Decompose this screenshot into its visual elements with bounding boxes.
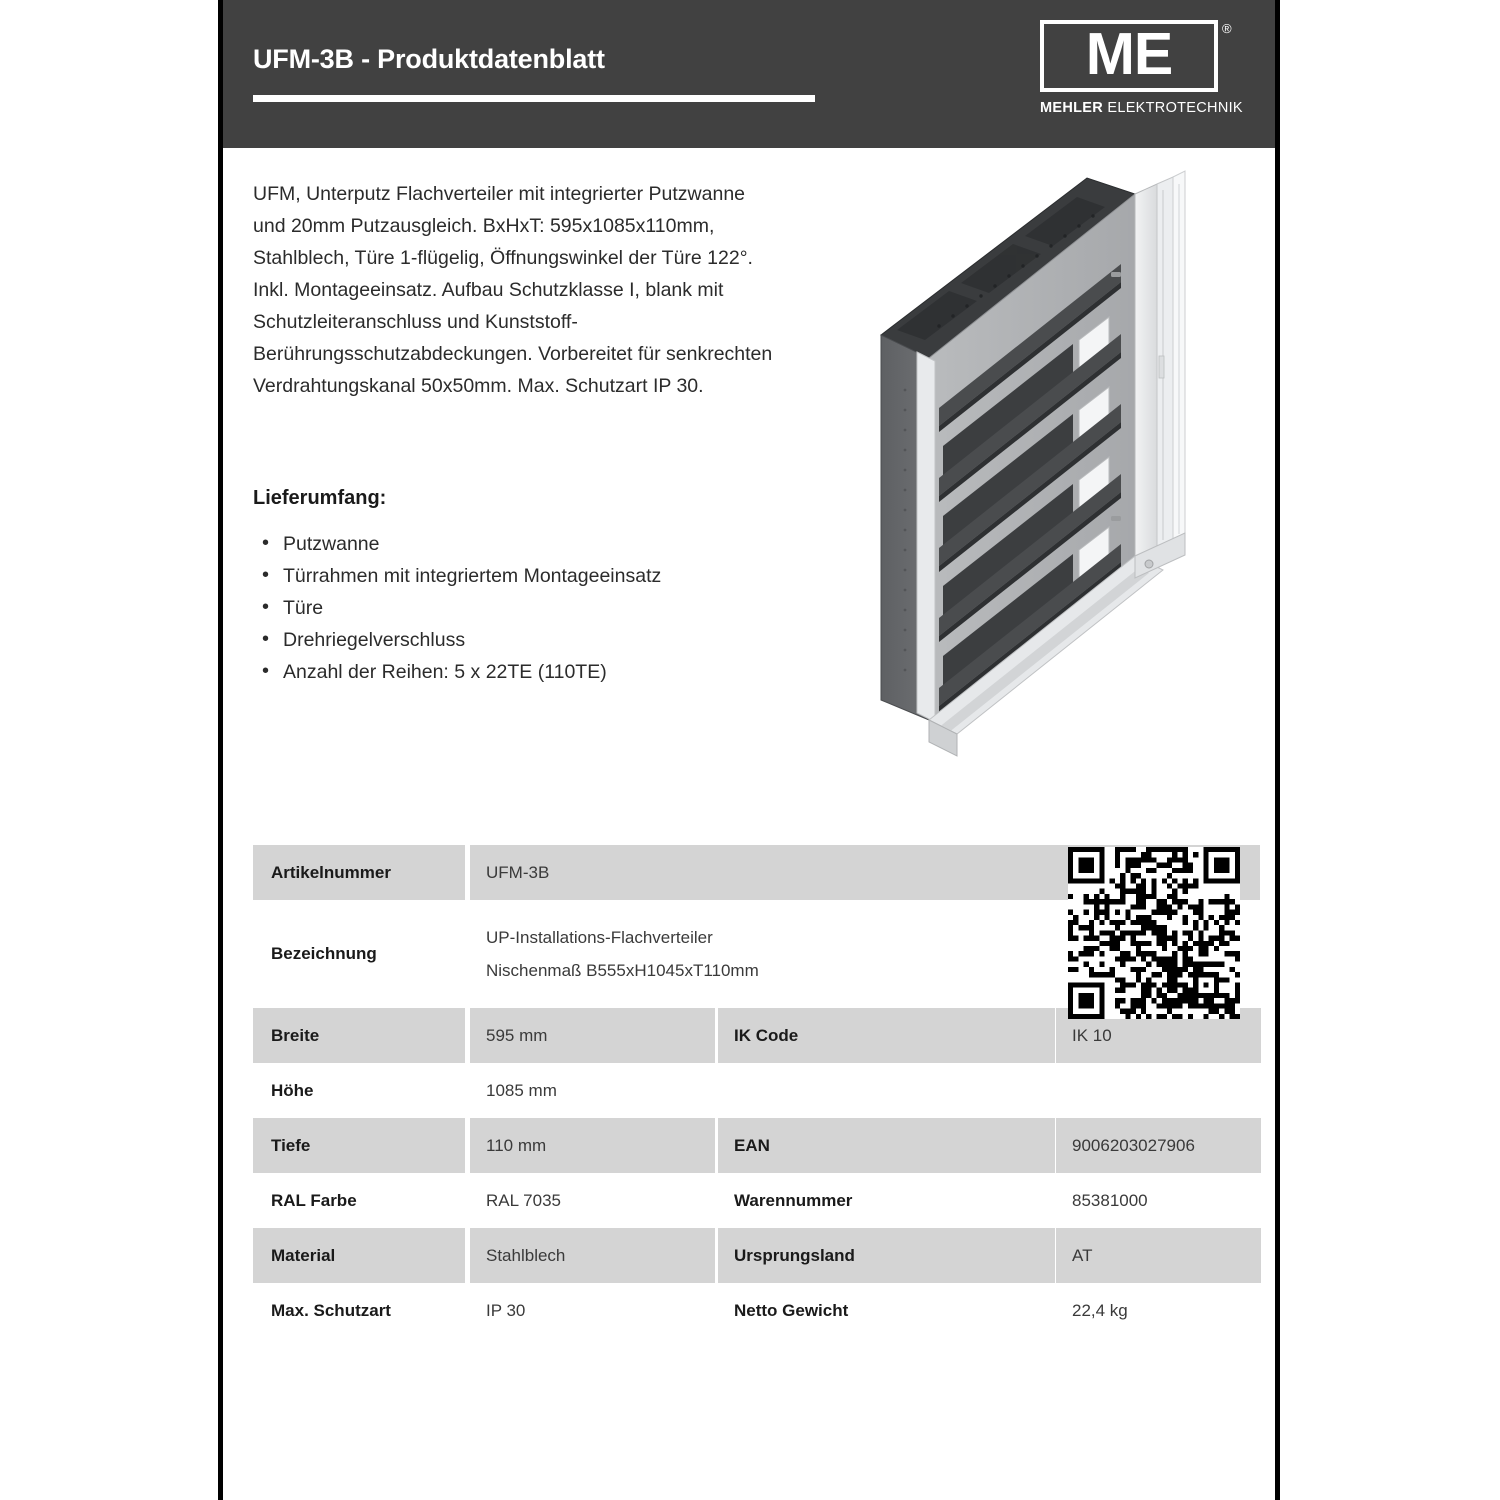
table-cell-value-secondary: 85381000 bbox=[1072, 1190, 1148, 1210]
table-cell-label: Bezeichnung bbox=[271, 944, 377, 963]
logo-brand-name: MEHLER bbox=[1040, 100, 1104, 116]
table-cell-value-secondary: 9006203027906 bbox=[1056, 1118, 1261, 1173]
scope-of-delivery-title: Lieferumfang: bbox=[253, 487, 387, 509]
table-cell-label: Tiefe bbox=[253, 1118, 465, 1173]
table-cell-label: Höhe bbox=[271, 1080, 314, 1100]
company-logo bbox=[1032, 20, 1243, 125]
table-cell-label: Material bbox=[253, 1228, 465, 1283]
logo-brand-sub: ELEKTROTECHNIK bbox=[1103, 100, 1243, 116]
registered-trademark-icon: ® bbox=[1222, 21, 1232, 36]
table-cell-label: Max. Schutzart bbox=[271, 1300, 391, 1320]
list-item: • Türrahmen mit integriertem Montageeinsatz bbox=[253, 560, 773, 592]
table-cell-label-secondary: Netto Gewicht bbox=[734, 1300, 849, 1320]
list-item: • Putzwanne bbox=[253, 528, 773, 560]
table-cell-value: IP 30 bbox=[486, 1300, 526, 1320]
table-cell-label-secondary: IK Code bbox=[718, 1008, 1055, 1063]
table-cell-value-secondary: 22,4 kg bbox=[1072, 1300, 1128, 1320]
page-header bbox=[223, 0, 1275, 148]
logo-letters: ME bbox=[1085, 21, 1173, 87]
table-cell-label-secondary: Warennummer bbox=[734, 1190, 853, 1210]
table-cell-label: Breite bbox=[253, 1008, 465, 1063]
table-row bbox=[253, 1173, 1261, 1228]
table-cell-value: RAL 7035 bbox=[486, 1190, 561, 1210]
scope-of-delivery-list bbox=[253, 528, 773, 688]
table-cell-value-secondary: IK 10 bbox=[1056, 1008, 1261, 1063]
qr-code bbox=[1068, 847, 1240, 1019]
table-cell-value-secondary: AT bbox=[1056, 1228, 1261, 1283]
table-cell-label: RAL Farbe bbox=[271, 1190, 357, 1210]
product-description: UFM, Unterputz Flachverteiler mit integrierter Putzwanne und 20mm Putzausgleich. BxHxT: 595x1085x110mm, Stahlblech, Türe 1-flügelig, Öffnungswinkel der Türe 122°. Inkl. Montageeinsatz. Aufbau Schutzklasse I, blank mit Schutzleiteranschluss und Kunststoff-Berührungsschutzabdeckungen. Vorbereitet für senkrechten Verdrahtungskanal 50x50mm. Max. Schutzart IP 30. bbox=[253, 183, 773, 397]
table-cell-value: 110 mm bbox=[470, 1118, 715, 1173]
table-cell-label-secondary: EAN bbox=[718, 1118, 1055, 1173]
table-row bbox=[253, 1283, 1261, 1338]
table-cell-value-secondary bbox=[1056, 1063, 1261, 1118]
datasheet-page bbox=[218, 0, 1280, 1500]
table-cell-value: UFM-3B bbox=[470, 845, 1260, 900]
product-image bbox=[873, 160, 1203, 780]
table-cell-value: 595 mm bbox=[470, 1008, 715, 1063]
list-item: • Türe bbox=[253, 592, 773, 624]
logo-frame bbox=[1040, 20, 1218, 92]
table-cell-value-line: Nischenmaß B555xH1045xT110mm bbox=[486, 961, 759, 980]
table-cell-label-secondary bbox=[718, 1063, 1055, 1118]
page-title: UFM-3B - Produktdatenblatt bbox=[253, 44, 605, 74]
table-row bbox=[253, 1063, 1261, 1118]
table-cell-value: 1085 mm bbox=[486, 1080, 557, 1100]
logo-wordmark bbox=[1040, 100, 1243, 116]
header-underline bbox=[253, 95, 815, 102]
list-item: • Anzahl der Reihen: 5 x 22TE (110TE) bbox=[253, 656, 773, 688]
table-cell-value-line: UP-Installations-Flachverteiler bbox=[486, 928, 713, 947]
list-item: • Drehriegelverschluss bbox=[253, 624, 773, 656]
table-cell-label-secondary: Ursprungsland bbox=[718, 1228, 1055, 1283]
table-row bbox=[253, 1118, 1261, 1173]
table-row bbox=[253, 1228, 1261, 1283]
table-cell-value: Stahlblech bbox=[470, 1228, 715, 1283]
table-cell-label: Artikelnummer bbox=[253, 845, 465, 900]
